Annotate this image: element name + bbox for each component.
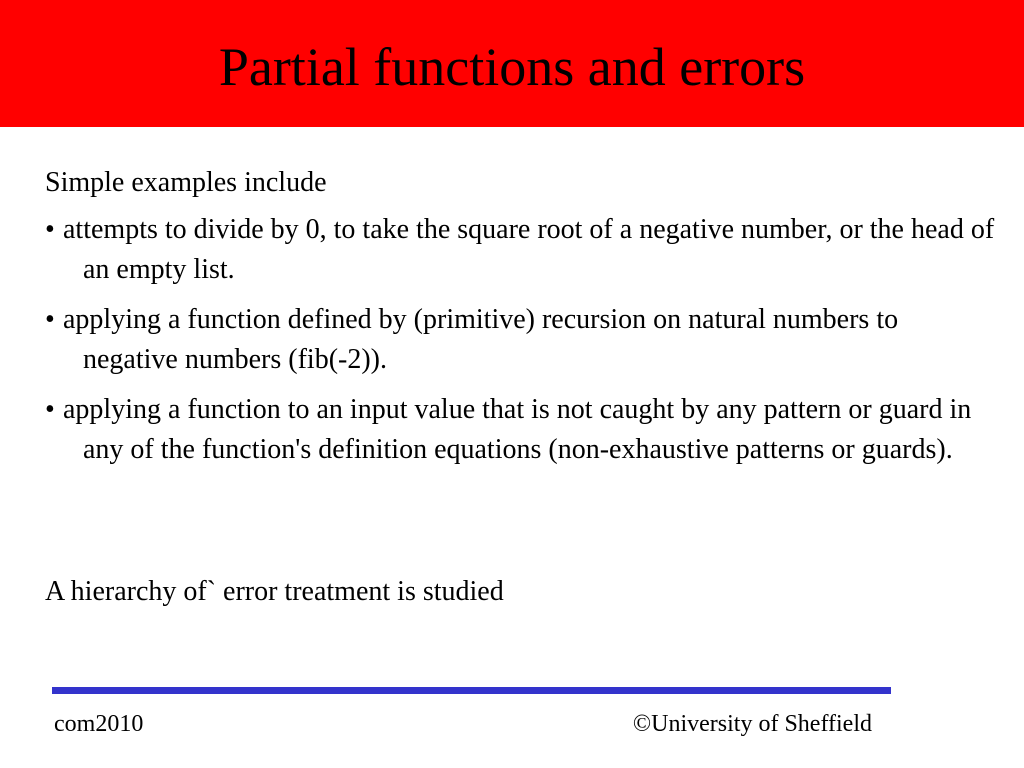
bullet-item-3: [45, 390, 995, 470]
slide-body: [45, 163, 995, 480]
closing-text: A hierarchy of` error treatment is studied: [45, 576, 504, 607]
bullet-icon: •: [45, 394, 55, 425]
footer-divider: [52, 687, 891, 694]
intro-text: Simple examples include: [45, 167, 327, 198]
bullet-item-2: [45, 300, 995, 380]
bullet-item-1: [45, 210, 995, 290]
bullet-text: applying a function defined by (primitive) recursion on natural numbers to negative numbers (fib(-2)).: [63, 304, 899, 375]
bullet-text: applying a function to an input value that is not caught by any pattern or guard in any of the function's definition equations (non-exhaustive patterns or guards).: [63, 394, 972, 465]
bullet-icon: •: [45, 304, 55, 335]
bullet-text: attempts to divide by 0, to take the square root of a negative number, or the head of an empty list.: [63, 214, 995, 285]
footer-course-code: com2010: [54, 711, 144, 737]
title-banner: [0, 0, 1024, 127]
bullet-icon: •: [45, 214, 55, 245]
slide-title: Partial functions and errors: [218, 37, 806, 97]
footer-copyright: ©University of Sheffield: [632, 711, 872, 737]
